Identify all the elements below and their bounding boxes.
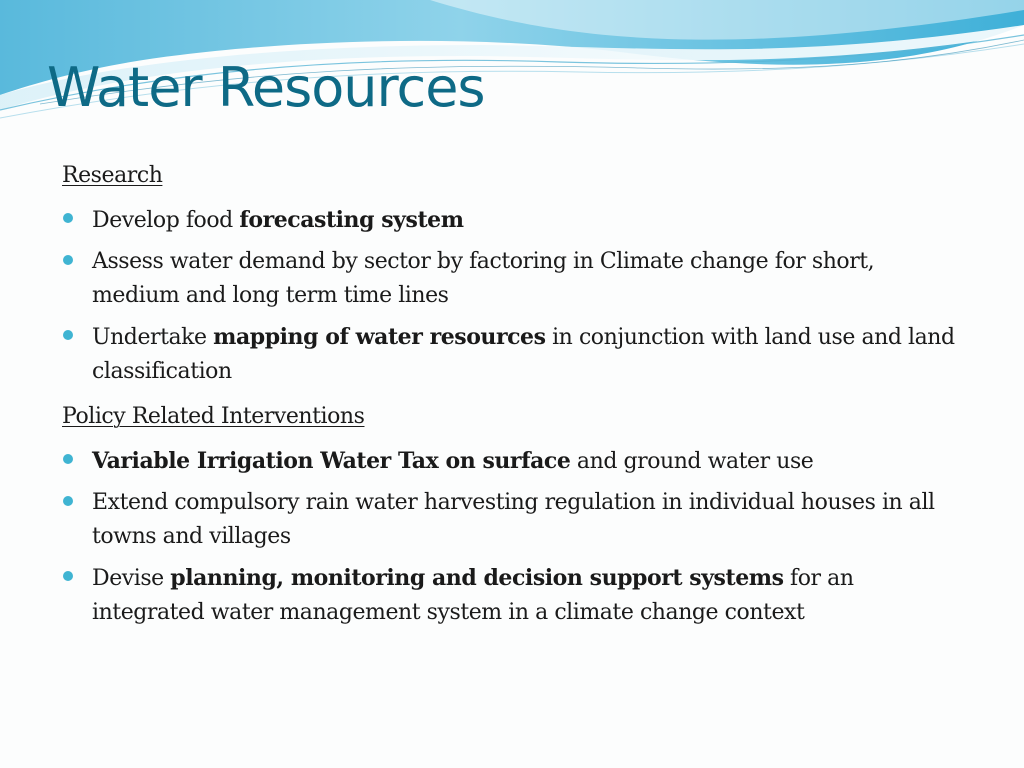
bullet-text: Undertake [92,325,214,350]
bullet-text: Extend compulsory rain water harvesting regulation in individual houses in all towns and villages [92,490,935,549]
bullet-item [62,483,962,558]
section-heading: Research [62,163,163,188]
bullet-text-bold: planning, monitoring and decision support systems [170,565,784,591]
bullet-item [62,200,962,242]
bullet-item [62,317,962,393]
bullet-item [62,441,962,483]
bullet-dot-icon [63,330,73,340]
bullet-list [62,441,962,634]
bullet-dot-icon [63,255,73,265]
section-heading: Policy Related Interventions [62,404,365,429]
bullet-list [62,200,962,393]
bullet-text: Develop food [92,208,240,233]
bullet-text: Assess water demand by sector by factoring in Climate change for short, medium and long term time lines [92,249,875,308]
bullet-text: and ground water use [570,449,814,474]
bullet-dot-icon [63,571,73,581]
bullet-dot-icon [63,213,73,223]
bullet-item [62,558,962,634]
bullet-text-bold: mapping of water resources [213,324,546,350]
bullet-text: in conjunction with land use and land classification [92,325,955,384]
slide-body [62,159,962,634]
bullet-dot-icon [63,454,73,464]
bullet-text: for an integrated water management system in a climate change context [92,566,854,625]
bullet-text-bold: Variable Irrigation Water Tax on surface [92,448,571,474]
bullet-text: Devise [92,566,171,591]
bullet-item [62,242,962,317]
bullet-dot-icon [63,496,73,506]
bullet-text-bold: forecasting system [239,207,464,233]
slide-title: Water Resources [47,56,485,119]
